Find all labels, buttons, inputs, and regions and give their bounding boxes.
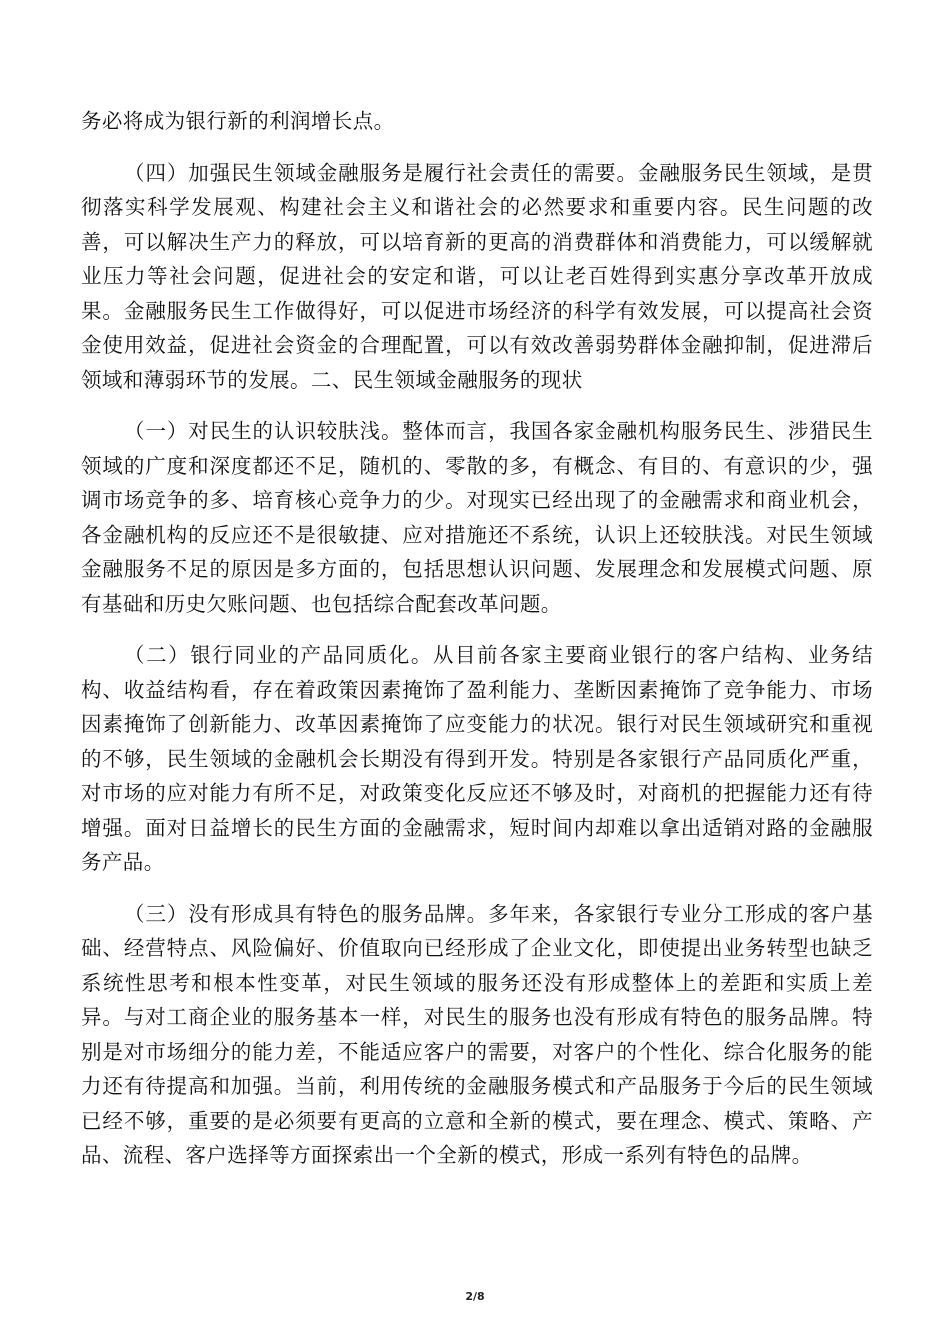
paragraph-section-two: （二）银行同业的产品同质化。从目前各家主要商业银行的客户结构、业务结构、收益结构看，存在着政策因素掩饰了盈利能力、垄断因素掩饰了竞争能力、市场因素掩饰了创新能力、改革因素掩饰了应变能力的状况。银行对民生领域研究和重视的不够，民生领域的金融机会长期没有得到开发。特别是各家银行产品同质化严重，对市场的应对能力有所不足，对政策变化反应还不够及时，对商机的把握能力还有待增强。面对日益增长的民生方面的金融需求，短时间内却难以拿出适销对路的金融服务产品。 [81, 643, 873, 874]
paragraph-section-one: （一）对民生的认识较肤浅。整体而言，我国各家金融机构服务民生、涉猎民生领域的广度和深度都还不足，随机的、零散的多，有概念、有目的、有意识的少，强调市场竞争的多、培育核心竞争力的少。对现实已经出现了的金融需求和商业机会，各金融机构的反应还不是很敏捷、应对措施还不系统，认识上还较肤浅。对民生领域金融服务不足的原因是多方面的，包括思想认识问题、发展理念和发展模式问题、原有基础和历史欠账问题、也包括综合配套改革问题。 [81, 419, 873, 616]
document-body [81, 104, 873, 1190]
paragraph-continuation: 务必将成为银行新的利润增长点。 [81, 109, 395, 133]
page-number: 2/8 [465, 1290, 485, 1303]
paragraph-section-three: （三）没有形成具有特色的服务品牌。多年来，各家银行专业分工形成的客户基础、经营特点、风险偏好、价值取向已经形成了企业文化，即使提出业务转型也缺乏系统性思考和根本性变革，对民生领域的服务还没有形成整体上的差距和实质上差异。与对工商企业的服务基本一样，对民生的服务也没有形成有特色的服务品牌。特别是对市场细分的能力差，不能适应客户的需要，对客户的个性化、综合化服务的能力还有待提高和加强。当前，利用传统的金融服务模式和产品服务于今后的民生领域已经不够，重要的是必须要有更高的立意和全新的模式，要在理念、模式、策略、产品、流程、客户选择等方面探索出一个全新的模式，形成一系列有特色的品牌。 [81, 901, 873, 1167]
paragraph-section-four: （四）加强民生领域金融服务是履行社会责任的需要。金融服务民生领域，是贯彻落实科学发展观、构建社会主义和谐社会的必然要求和重要内容。民生问题的改善，可以解决生产力的释放，可以培育新的更高的消费群体和消费能力，可以缓解就业压力等社会问题，促进社会的安定和谐，可以让老百姓得到实惠分享改革开放成果。金融服务民生工作做得好，可以促进市场经济的科学有效发展，可以提高社会资金使用效益，促进社会资金的合理配置，可以有效改善弱势群体金融抑制，促进滞后领域和薄弱环节的发展。二、民生领域金融服务的现状 [81, 160, 873, 392]
